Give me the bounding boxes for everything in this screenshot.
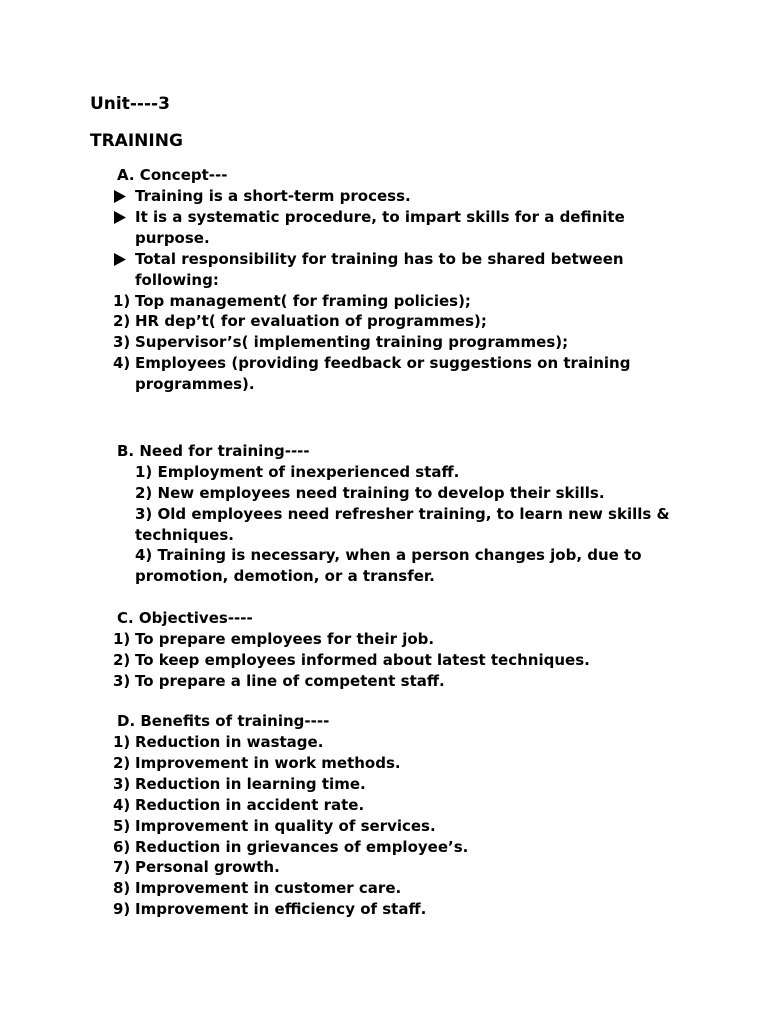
- triangle-bullet-icon: [113, 207, 127, 227]
- list-number: 3): [113, 672, 131, 690]
- list-text: 2) New employees need training to develop their skills.: [135, 484, 605, 502]
- list-text: Improvement in customer care.: [135, 879, 402, 897]
- bullet-text: Training is a short-term process.: [135, 187, 411, 205]
- document-title: TRAINING: [90, 131, 183, 151]
- section-heading-objectives: C. Objectives----: [117, 609, 253, 627]
- list-number: 6): [113, 838, 131, 856]
- section-heading-benefits: D. Benefits of training----: [117, 712, 330, 730]
- list-text: Improvement in work methods.: [135, 754, 401, 772]
- section-heading-need: B. Need for training----: [117, 442, 310, 460]
- list-text: 4) Training is necessary, when a person changes job, due to promotion, demotion, or a transfer.: [135, 546, 642, 585]
- list-text: Employees (providing feedback or suggestions on training programmes).: [135, 354, 631, 393]
- list-text: Improvement in quality of services.: [135, 817, 436, 835]
- bullet-text: It is a systematic procedure, to impart skills for a definite purpose.: [135, 208, 625, 247]
- list-text: Reduction in wastage.: [135, 733, 324, 751]
- unit-title: Unit----3: [90, 94, 170, 114]
- list-text: HR dep’t( for evaluation of programmes);: [135, 312, 487, 330]
- list-text: Reduction in accident rate.: [135, 796, 365, 814]
- list-text: Reduction in grievances of employee’s.: [135, 838, 469, 856]
- list-text: 3) Old employees need refresher training, to learn new skills & techniques.: [135, 505, 670, 544]
- list-number: 7): [113, 858, 131, 876]
- list-number: 2): [113, 754, 131, 772]
- triangle-bullet-icon: [113, 249, 127, 269]
- list-text: Improvement in efficiency of staff.: [135, 900, 427, 918]
- list-text: Reduction in learning time.: [135, 775, 366, 793]
- bullet-text: Total responsibility for training has to be shared between following:: [135, 250, 624, 289]
- list-text: Personal growth.: [135, 858, 280, 876]
- list-number: 1): [113, 733, 131, 751]
- list-number: 8): [113, 879, 131, 897]
- list-number: 3): [113, 775, 131, 793]
- list-text: To keep employees informed about latest techniques.: [135, 651, 590, 669]
- list-number: 4): [113, 354, 131, 372]
- list-text: To prepare a line of competent staff.: [135, 672, 445, 690]
- list-number: 1): [113, 630, 131, 648]
- list-number: 2): [113, 312, 131, 330]
- triangle-bullet-icon: [113, 186, 127, 206]
- section-heading-concept: A. Concept---: [117, 166, 228, 184]
- list-text: Supervisor’s( implementing training programmes);: [135, 333, 569, 351]
- list-text: 1) Employment of inexperienced staff.: [135, 463, 460, 481]
- list-number: 5): [113, 817, 131, 835]
- list-text: Top management( for framing policies);: [135, 292, 471, 310]
- list-text: To prepare employees for their job.: [135, 630, 435, 648]
- list-number: 4): [113, 796, 131, 814]
- list-number: 3): [113, 333, 131, 351]
- list-number: 2): [113, 651, 131, 669]
- list-number: 9): [113, 900, 131, 918]
- list-number: 1): [113, 292, 131, 310]
